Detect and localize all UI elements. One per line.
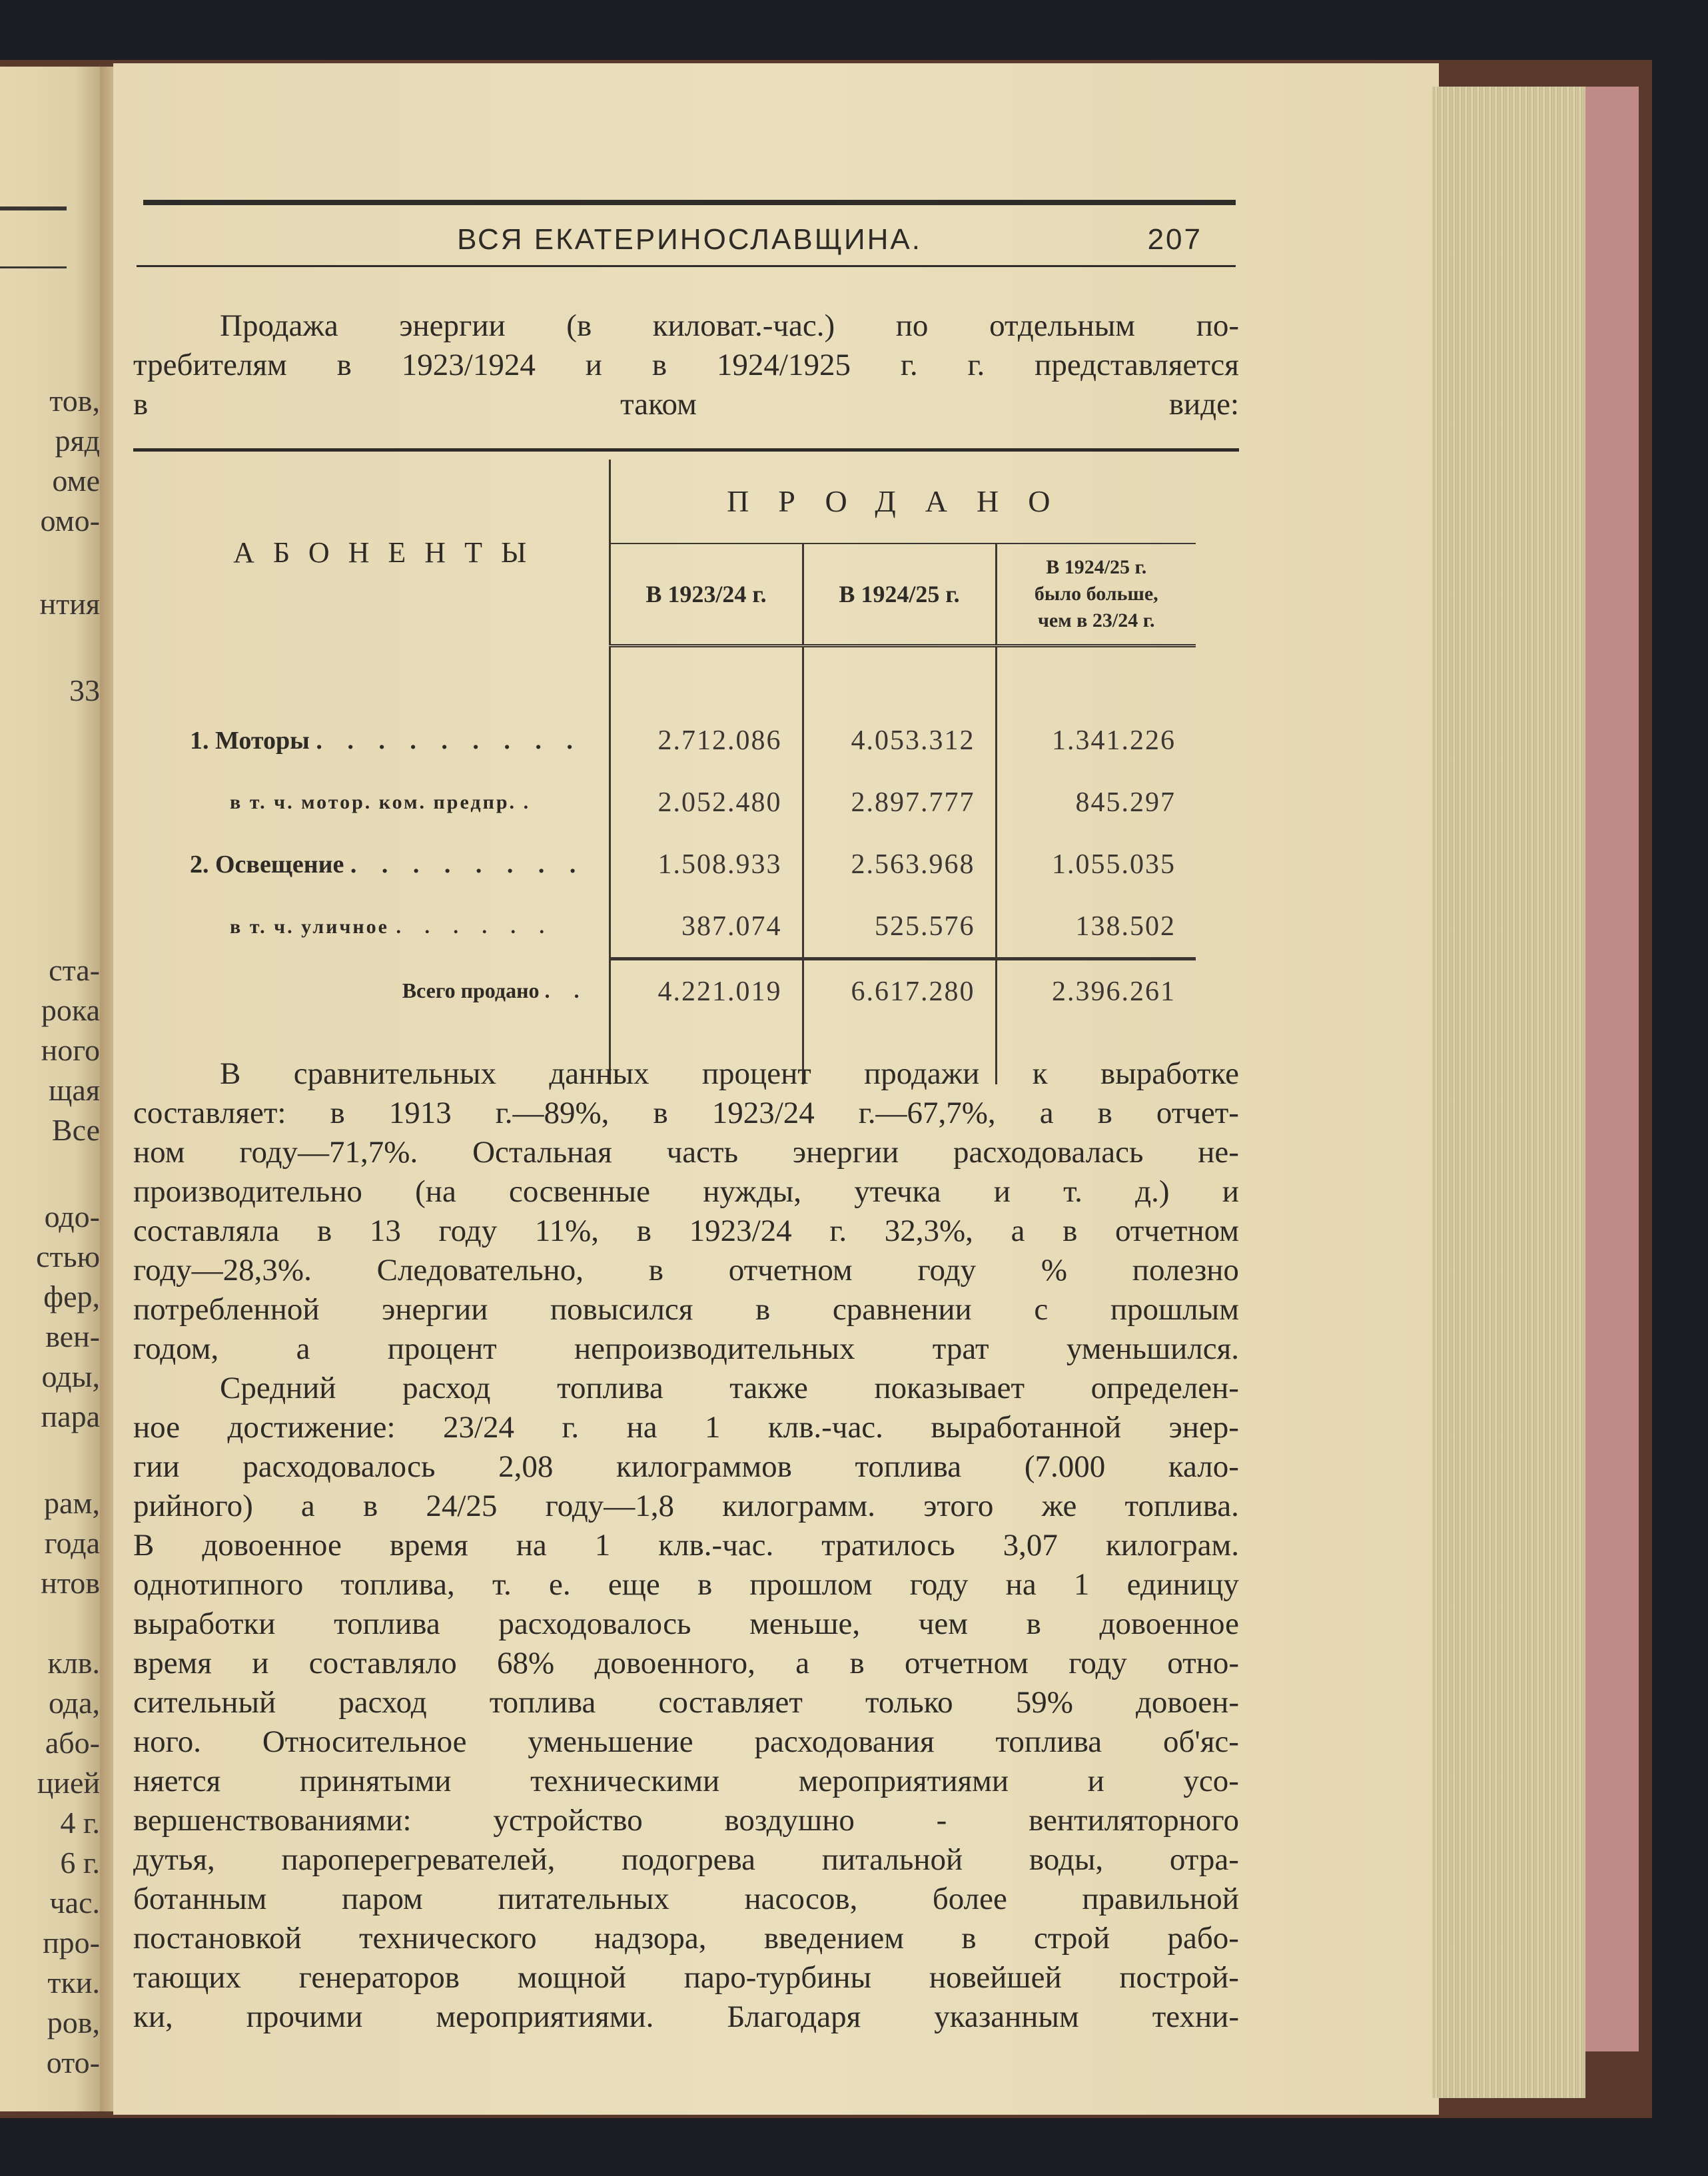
table-row [170,833,1196,895]
book-cover-edge [1585,87,1639,2051]
text-line: ное достижение: 23/24 г. на 1 клв.-час. выработанной энер- [133,1410,1239,1445]
column-header-abonents: АБОНЕНТЫ [233,536,546,569]
left-page-fragment: тки. [47,1966,100,1999]
left-page-fragment: Все [51,1113,100,1147]
text-line: производительно (на сосвенные нужды, утечка и т. д.) и [133,1174,1239,1209]
cell-value: 4.053.312 [803,709,996,771]
table-row-total [170,959,1196,1023]
table-row [170,771,1196,833]
text-line: годом, а процент непроизводительных трат уменьшился. [133,1331,1239,1366]
cell-value: 1.508.933 [610,833,803,895]
left-page-fragment: оды, [41,1359,100,1393]
left-page-fragment: щая [49,1073,100,1107]
left-page-fragment: рам, [43,1486,100,1520]
text-line: няется принятыми техническими мероприятиями и усо- [133,1764,1239,1798]
left-page-fragment: ряд [55,424,100,458]
text-line: сительный расход топлива составляет только 59% довоен- [133,1685,1239,1720]
row-label: 2. Освещение . . . . . . . . [190,850,586,879]
body-paragraph-2 [133,1369,1239,2037]
left-page-fragment: фер, [43,1279,100,1313]
header-rule-top [143,200,1236,205]
cell-value: 2.712.086 [610,709,803,771]
text-line: время и составляло 68% довоенного, а в отчетном году отно- [133,1646,1239,1680]
row-label: в т. ч. уличное . . . . . . [230,915,554,938]
cell-value: 2.052.480 [610,771,803,833]
left-page-fragment: года [44,1526,100,1560]
text-line: составляла в 13 году 11%, в 1923/24 г. 32,3%, а в отчетном [133,1214,1239,1248]
left-page-fragment: цией [37,1766,100,1800]
cell-value: 2.396.261 [996,959,1196,1023]
text-line: ки, прочими мероприятиями. Благодаря указанным техни- [133,1999,1239,2034]
left-page-fragment: 6 г. [60,1846,100,1880]
left-page-fragment: омо- [40,504,100,538]
text-line: однотипного топлива, т. е. еще в прошлом году на 1 единицу [133,1567,1239,1602]
header-rule-bottom [137,265,1236,267]
left-page-fragment: пара [41,1399,100,1433]
page-edges [1432,87,1585,2098]
cell-value: 2.563.968 [803,833,996,895]
left-page-fragment: ото- [46,2045,100,2079]
text-line: потребленной энергии повысился в сравнении с прошлым [133,1292,1239,1327]
left-page-rule [0,206,67,210]
text-line: составляет: в 1913 г.—89%, в 1923/24 г.—67,7%, а в отчет- [133,1096,1239,1130]
left-page-fragment: вен- [45,1319,100,1353]
body-paragraph-1 [133,1054,1239,1369]
left-page-fragment: стью [36,1240,100,1273]
column-header-difference: В 1924/25 г. было больше, чем в 23/24 г. [996,544,1196,646]
text-line: тающих генераторов мощной паро-турбины новейшей построй- [133,1960,1239,1995]
left-page-fragment: ста- [49,953,100,987]
text-line: В довоенное время на 1 клв.-час. тратилось 3,07 килограм. [133,1528,1239,1563]
running-header [143,223,1236,263]
cell-value: 1.055.035 [996,833,1196,895]
text-line: В сравнительных данных процент продажи к выработке [220,1056,1239,1091]
left-page-fragment: ров, [47,2005,100,2039]
cell-value: 1.341.226 [996,709,1196,771]
running-title: ВСЯ ЕКАТЕРИНОСЛАВЩИНА. [457,223,922,256]
text-line: постановкой технического надзора, введением в строй рабо- [133,1921,1239,1956]
table-top-rule [133,448,1239,452]
left-page-fragment: ного [41,1033,100,1067]
left-page-fragment: оме [52,464,100,498]
text-line: дутья, пароперегревателей, подогрева питальной воды, отра- [133,1842,1239,1877]
left-page-fragment: час. [49,1886,100,1920]
text-line: Средний расход топлива также показывает определен- [220,1371,1239,1405]
left-page [0,67,107,2111]
cell-value: 387.074 [610,895,803,959]
text-line: ботанным паром питательных насосов, более правильной [133,1882,1239,1916]
text-line: году—28,3%. Следовательно, в отчетном году % полезно [133,1253,1239,1287]
left-page-fragment: одо- [44,1200,100,1234]
text-line: рийного) а в 24/25 году—1,8 килограмм. этого же топлива. [133,1489,1239,1523]
left-page-fragment: рока [41,993,100,1027]
row-label: 1. Моторы . . . . . . . . . [190,726,582,755]
left-page-rule [0,266,67,268]
text-line: ного. Относительное уменьшение расходования топлива об'яс- [133,1724,1239,1759]
left-page-fragment: ода, [49,1686,100,1720]
text-line: Продажа энергии (в киловат.-час.) по отдельным по- [220,308,1239,343]
left-page-fragment: 33 [69,673,100,707]
text-line: вершенствованиями: устройство воздушно - вентиляторного [133,1803,1239,1838]
cell-value: 525.576 [803,895,996,959]
left-page-fragment: тов, [49,384,100,418]
page-number: 207 [1147,223,1202,256]
row-label: в т. ч. мотор. ком. предпр. . [230,791,538,813]
row-label: Всего продано . . [402,978,589,1002]
sales-table [170,460,1196,1084]
intro-paragraph [133,306,1239,424]
cell-value: 2.897.777 [803,771,996,833]
table-row [170,895,1196,959]
table-row [170,709,1196,771]
left-page-fragment: нтия [39,587,100,621]
table-row [170,646,1196,710]
left-page-fragment: або- [45,1726,100,1760]
text-line: в таком виде: [133,387,1239,422]
text-line: гии расходовалось 2,08 килограммов топлива (7.000 кало- [133,1449,1239,1484]
left-page-fragment: 4 г. [60,1806,100,1840]
column-header-1923: В 1923/24 г. [610,544,803,646]
left-page-fragment: клв. [47,1646,100,1680]
column-header-sold: ПРОДАНО [610,460,1196,544]
column-header-1924: В 1924/25 г. [803,544,996,646]
cell-value: 4.221.019 [610,959,803,1023]
cell-value: 6.617.280 [803,959,996,1023]
text-line: выработки топлива расходовалось меньше, чем в довоенное [133,1607,1239,1641]
cell-value: 138.502 [996,895,1196,959]
left-page-fragment: нтов [41,1566,100,1600]
left-page-fragment: про- [43,1926,100,1960]
text-line: требителям в 1923/1924 и в 1924/1925 г. г. представляется [133,348,1239,382]
text-line: ном году—71,7%. Остальная часть энергии расходовалась не- [133,1135,1239,1170]
cell-value: 845.297 [996,771,1196,833]
